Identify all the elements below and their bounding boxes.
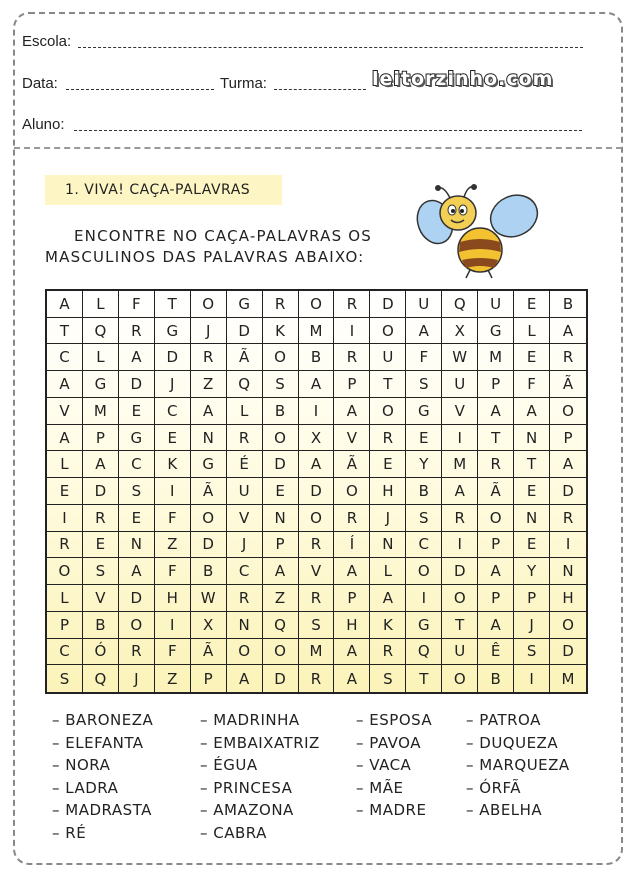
grid-cell[interactable]: D [263, 451, 299, 478]
grid-cell[interactable]: Q [83, 665, 119, 692]
word-list-item: – PAVOA [356, 733, 421, 752]
grid-cell[interactable]: O [263, 344, 299, 371]
grid-cell[interactable]: O [442, 585, 478, 612]
grid-cell[interactable]: D [550, 639, 586, 666]
grid-cell[interactable]: C [47, 344, 83, 371]
grid-cell[interactable]: D [191, 532, 227, 559]
grid-cell[interactable]: H [334, 612, 370, 639]
grid-cell[interactable]: Ã [191, 478, 227, 505]
grid-cell[interactable]: A [334, 558, 370, 585]
grid-cell[interactable]: I [155, 612, 191, 639]
grid-cell[interactable]: A [406, 318, 442, 345]
grid-cell[interactable]: M [442, 451, 478, 478]
grid-cell[interactable]: R [227, 425, 263, 452]
grid-cell[interactable]: G [155, 318, 191, 345]
grid-cell[interactable]: Ó [83, 639, 119, 666]
word-list-item: – VACA [356, 756, 412, 775]
grid-cell[interactable]: A [478, 612, 514, 639]
grid-cell[interactable]: B [83, 612, 119, 639]
grid-cell[interactable]: M [299, 639, 335, 666]
grid-cell[interactable]: E [155, 425, 191, 452]
grid-cell[interactable]: C [155, 398, 191, 425]
grid-cell[interactable]: I [299, 398, 335, 425]
word-column-2 [200, 709, 320, 845]
grid-cell[interactable]: S [406, 505, 442, 532]
grid-cell[interactable]: I [155, 478, 191, 505]
word-list-item: – MARQUEZA [466, 756, 570, 775]
grid-cell[interactable]: A [119, 344, 155, 371]
grid-cell[interactable]: D [550, 478, 586, 505]
grid-cell[interactable]: G [406, 398, 442, 425]
grid-cell[interactable]: L [83, 344, 119, 371]
grid-cell[interactable]: S [370, 665, 406, 692]
word-column-3 [356, 709, 432, 822]
grid-cell[interactable]: I [442, 425, 478, 452]
grid-cell[interactable]: Q [263, 612, 299, 639]
word-column-1 [52, 709, 153, 845]
grid-cell[interactable]: D [263, 665, 299, 692]
grid-cell[interactable]: A [334, 398, 370, 425]
grid-cell[interactable]: O [191, 505, 227, 532]
grid-cell[interactable]: S [83, 558, 119, 585]
grid-cell[interactable]: R [550, 505, 586, 532]
grid-cell[interactable]: A [119, 558, 155, 585]
word-list-item: – ABELHA [466, 801, 543, 820]
grid-cell[interactable]: A [550, 318, 586, 345]
grid-cell[interactable]: N [119, 532, 155, 559]
grid-cell[interactable]: D [155, 344, 191, 371]
grid-cell[interactable]: Z [155, 532, 191, 559]
word-list-item: – EMBAIXATRIZ [200, 733, 320, 752]
grid-cell[interactable]: R [334, 291, 370, 318]
grid-cell[interactable]: K [263, 318, 299, 345]
grid-cell[interactable]: L [514, 318, 550, 345]
grid-cell[interactable]: F [119, 291, 155, 318]
grid-cell[interactable]: N [514, 505, 550, 532]
school-field[interactable] [78, 47, 583, 48]
grid-cell[interactable]: O [191, 291, 227, 318]
grid-cell[interactable]: E [514, 478, 550, 505]
grid-cell[interactable]: A [47, 371, 83, 398]
date-field[interactable] [66, 89, 214, 90]
grid-cell[interactable]: O [227, 639, 263, 666]
grid-cell[interactable]: E [263, 478, 299, 505]
word-list-item: – MADRINHA [200, 711, 300, 729]
student-field[interactable] [74, 130, 582, 131]
grid-cell[interactable]: R [442, 505, 478, 532]
grid-cell[interactable]: G [119, 425, 155, 452]
grid-cell[interactable]: F [514, 371, 550, 398]
grid-cell[interactable]: P [478, 371, 514, 398]
grid-cell[interactable]: D [227, 318, 263, 345]
grid-cell[interactable]: G [478, 318, 514, 345]
grid-cell[interactable]: Q [83, 318, 119, 345]
grid-cell[interactable]: I [550, 532, 586, 559]
word-list-item: – PATROA [466, 711, 541, 729]
grid-cell[interactable]: D [442, 558, 478, 585]
grid-cell[interactable]: U [442, 639, 478, 666]
grid-cell[interactable]: F [155, 505, 191, 532]
grid-cell[interactable]: J [119, 665, 155, 692]
grid-cell[interactable]: L [47, 585, 83, 612]
grid-cell[interactable]: G [227, 291, 263, 318]
grid-cell[interactable]: Y [406, 451, 442, 478]
grid-cell[interactable]: A [334, 665, 370, 692]
grid-cell[interactable]: U [478, 291, 514, 318]
grid-cell[interactable]: P [334, 371, 370, 398]
grid-cell[interactable]: P [191, 665, 227, 692]
grid-cell[interactable]: I [442, 532, 478, 559]
grid-cell[interactable]: R [227, 585, 263, 612]
grid-cell[interactable]: J [370, 505, 406, 532]
word-list-item: – ÉGUA [200, 756, 258, 775]
grid-cell[interactable]: R [119, 318, 155, 345]
section-title: 1. VIVA! CAÇA-PALAVRAS [45, 175, 282, 205]
grid-cell[interactable]: O [334, 478, 370, 505]
grid-cell[interactable]: R [550, 344, 586, 371]
grid-cell[interactable]: M [83, 398, 119, 425]
grid-cell[interactable]: T [442, 612, 478, 639]
grid-cell[interactable]: A [47, 425, 83, 452]
word-list-item: – BARONEZA [52, 711, 154, 729]
grid-cell[interactable]: J [191, 318, 227, 345]
grid-cell[interactable]: S [514, 639, 550, 666]
grid-cell[interactable]: B [263, 398, 299, 425]
grid-cell[interactable]: O [263, 425, 299, 452]
grid-cell[interactable]: K [155, 451, 191, 478]
grid-cell[interactable]: R [191, 344, 227, 371]
grid-cell[interactable]: E [83, 532, 119, 559]
grid-cell[interactable]: O [263, 639, 299, 666]
grid-cell[interactable]: E [370, 451, 406, 478]
grid-cell[interactable]: E [514, 344, 550, 371]
word-list-item: – ÓRFÃ [466, 778, 522, 797]
grid-cell[interactable]: R [370, 425, 406, 452]
grid-cell[interactable]: L [227, 398, 263, 425]
grid-cell[interactable]: A [227, 665, 263, 692]
grid-cell[interactable]: R [47, 532, 83, 559]
grid-cell[interactable]: N [227, 612, 263, 639]
grid-cell[interactable]: Ã [227, 344, 263, 371]
grid-cell[interactable]: R [334, 344, 370, 371]
grid-cell[interactable]: Ê [478, 639, 514, 666]
grid-cell[interactable]: O [406, 558, 442, 585]
grid-cell[interactable]: T [47, 318, 83, 345]
grid-cell[interactable]: D [370, 291, 406, 318]
grid-cell[interactable]: R [119, 639, 155, 666]
grid-cell[interactable]: S [263, 371, 299, 398]
grid-cell[interactable]: Z [263, 585, 299, 612]
grid-cell[interactable]: M [478, 344, 514, 371]
grid-cell[interactable]: X [442, 318, 478, 345]
grid-cell[interactable]: A [370, 585, 406, 612]
grid-cell[interactable]: G [83, 371, 119, 398]
student-label: Aluno: [22, 116, 65, 133]
grid-cell[interactable]: H [550, 585, 586, 612]
grid-cell[interactable]: N [550, 558, 586, 585]
word-column-4 [466, 709, 570, 822]
word-search-grid[interactable] [45, 289, 588, 694]
grid-cell[interactable]: A [83, 451, 119, 478]
date-label: Data: [22, 75, 58, 92]
grid-cell[interactable]: E [514, 291, 550, 318]
grid-cell[interactable]: I [514, 665, 550, 692]
class-field[interactable] [274, 89, 366, 90]
grid-cell[interactable]: M [299, 318, 335, 345]
grid-cell[interactable]: C [47, 639, 83, 666]
word-list-item: – DUQUEZA [466, 733, 559, 752]
grid-cell[interactable]: V [334, 425, 370, 452]
grid-cell[interactable]: R [370, 639, 406, 666]
header-divider [14, 147, 622, 149]
word-list-item: – NORA [52, 756, 111, 775]
grid-cell[interactable]: N [370, 532, 406, 559]
grid-cell[interactable]: R [299, 585, 335, 612]
grid-cell[interactable]: U [442, 371, 478, 398]
grid-cell[interactable]: G [191, 451, 227, 478]
word-list-item: – MADRASTA [52, 801, 152, 820]
grid-cell[interactable]: S [406, 371, 442, 398]
grid-cell[interactable]: K [370, 612, 406, 639]
grid-cell[interactable]: T [370, 371, 406, 398]
grid-cell[interactable]: J [514, 612, 550, 639]
grid-cell[interactable]: B [478, 665, 514, 692]
word-list-item: – LADRA [52, 778, 119, 797]
grid-cell[interactable]: D [119, 585, 155, 612]
grid-cell[interactable]: J [227, 532, 263, 559]
grid-cell[interactable]: A [263, 558, 299, 585]
grid-cell[interactable]: L [370, 558, 406, 585]
grid-cell[interactable]: W [442, 344, 478, 371]
grid-cell[interactable]: B [191, 558, 227, 585]
grid-cell[interactable]: I [406, 585, 442, 612]
grid-cell[interactable]: P [514, 585, 550, 612]
grid-cell[interactable]: Q [227, 371, 263, 398]
word-list-item: – AMAZONA [200, 801, 294, 820]
word-list-item: – MÃE [356, 778, 404, 797]
grid-cell[interactable]: T [514, 451, 550, 478]
site-logo: leitorzinho.com [372, 68, 554, 90]
word-list-item: – RÉ [52, 823, 87, 842]
grid-cell[interactable]: O [299, 291, 335, 318]
grid-cell[interactable]: L [83, 291, 119, 318]
grid-cell[interactable]: V [227, 505, 263, 532]
grid-cell[interactable]: G [406, 612, 442, 639]
grid-cell[interactable]: P [478, 585, 514, 612]
grid-cell[interactable]: D [299, 478, 335, 505]
grid-cell[interactable]: V [442, 398, 478, 425]
grid-cell[interactable]: Í [334, 532, 370, 559]
grid-cell[interactable]: O [119, 612, 155, 639]
grid-cell[interactable]: N [514, 425, 550, 452]
grid-cell[interactable]: P [47, 612, 83, 639]
grid-cell[interactable]: E [406, 425, 442, 452]
grid-cell[interactable]: R [478, 451, 514, 478]
grid-cell[interactable]: É [227, 451, 263, 478]
school-label: Escola: [22, 33, 72, 50]
grid-cell[interactable]: D [119, 371, 155, 398]
grid-cell[interactable]: B [406, 478, 442, 505]
grid-cell[interactable]: P [478, 532, 514, 559]
bee-illustration [410, 180, 540, 280]
grid-cell[interactable]: A [334, 639, 370, 666]
grid-cell[interactable]: P [550, 425, 586, 452]
grid-cell[interactable]: F [155, 639, 191, 666]
grid-cell[interactable]: T [155, 291, 191, 318]
grid-cell[interactable]: O [550, 398, 586, 425]
grid-cell[interactable]: C [406, 532, 442, 559]
grid-cell[interactable]: N [191, 425, 227, 452]
grid-cell[interactable]: Q [442, 291, 478, 318]
grid-cell[interactable]: Z [155, 665, 191, 692]
instruction-line-2: MASCULINOS DAS PALAVRAS ABAIXO: [45, 248, 365, 266]
grid-cell[interactable]: C [227, 558, 263, 585]
grid-cell[interactable]: S [299, 612, 335, 639]
grid-cell[interactable]: R [83, 505, 119, 532]
grid-cell[interactable]: V [47, 398, 83, 425]
grid-cell[interactable]: A [47, 291, 83, 318]
word-list-item: – ESPOSA [356, 711, 433, 729]
grid-cell[interactable]: A [514, 398, 550, 425]
grid-cell[interactable]: R [299, 665, 335, 692]
word-list-item: – CABRA [200, 823, 267, 842]
grid-cell[interactable]: A [299, 371, 335, 398]
grid-cell[interactable]: M [561, 669, 575, 688]
grid-cell[interactable]: S [47, 665, 83, 692]
grid-cell[interactable]: Q [406, 639, 442, 666]
grid-cell[interactable]: A [478, 558, 514, 585]
grid-cell[interactable]: T [478, 425, 514, 452]
grid-cell[interactable]: B [299, 344, 335, 371]
grid-cell[interactable]: E [47, 478, 83, 505]
grid-cell[interactable]: B [550, 291, 586, 318]
grid-cell[interactable]: U [406, 291, 442, 318]
instruction-line-1: ENCONTRE NO CAÇA-PALAVRAS OS [74, 227, 373, 245]
grid-cell[interactable]: P [263, 532, 299, 559]
grid-cell[interactable]: J [155, 371, 191, 398]
grid-cell[interactable]: Y [514, 558, 550, 585]
grid-cell[interactable]: O [478, 505, 514, 532]
grid-cell[interactable]: Ã [478, 478, 514, 505]
grid-cell[interactable]: N [263, 505, 299, 532]
grid-cell[interactable]: F [155, 558, 191, 585]
grid-cell[interactable]: O [442, 665, 478, 692]
grid-cell[interactable]: H [155, 585, 191, 612]
grid-cell[interactable]: A [299, 451, 335, 478]
grid-cell[interactable]: R [334, 505, 370, 532]
grid-cell[interactable]: Ã [191, 639, 227, 666]
grid-cell[interactable]: V [299, 558, 335, 585]
grid-cell[interactable]: P [334, 585, 370, 612]
grid-cell[interactable]: O [550, 612, 586, 639]
grid-cell[interactable]: A [191, 398, 227, 425]
grid-cell[interactable]: E [514, 532, 550, 559]
grid-cell[interactable]: Ã [334, 451, 370, 478]
grid-cell[interactable]: R [263, 291, 299, 318]
grid-cell[interactable]: O [47, 558, 83, 585]
grid-cell[interactable]: I [47, 505, 83, 532]
grid-cell[interactable]: U [370, 344, 406, 371]
grid-cell[interactable]: P [83, 425, 119, 452]
grid-cell[interactable]: E [119, 505, 155, 532]
grid-cell[interactable]: S [119, 478, 155, 505]
grid-cell[interactable]: U [227, 478, 263, 505]
grid-cell[interactable]: X [299, 425, 335, 452]
grid-cell[interactable]: Z [191, 371, 227, 398]
grid-cell[interactable]: F [406, 344, 442, 371]
grid-cell[interactable]: W [191, 585, 227, 612]
grid-cell[interactable]: I [334, 318, 370, 345]
grid-cell[interactable]: A [442, 478, 478, 505]
grid-cell[interactable]: H [370, 478, 406, 505]
grid-cell[interactable]: T [406, 665, 442, 692]
grid-cell[interactable]: C [119, 451, 155, 478]
grid-cell[interactable]: R [299, 532, 335, 559]
grid-cell[interactable]: Ã [550, 371, 586, 398]
word-list-item: – MADRE [356, 801, 427, 820]
grid-cell[interactable]: A [550, 451, 586, 478]
grid-cell[interactable]: E [119, 398, 155, 425]
grid-cell[interactable]: O [370, 398, 406, 425]
word-list-item: – ELEFANTA [52, 733, 144, 752]
grid-cell[interactable]: D [83, 478, 119, 505]
grid-cell[interactable]: O [299, 505, 335, 532]
grid-cell[interactable]: L [47, 451, 83, 478]
grid-cell[interactable]: A [478, 398, 514, 425]
word-list-item: – PRINCESA [200, 778, 293, 797]
grid-cell[interactable]: O [370, 318, 406, 345]
grid-cell[interactable]: X [191, 612, 227, 639]
grid-cell[interactable]: V [83, 585, 119, 612]
class-label: Turma: [220, 75, 267, 92]
